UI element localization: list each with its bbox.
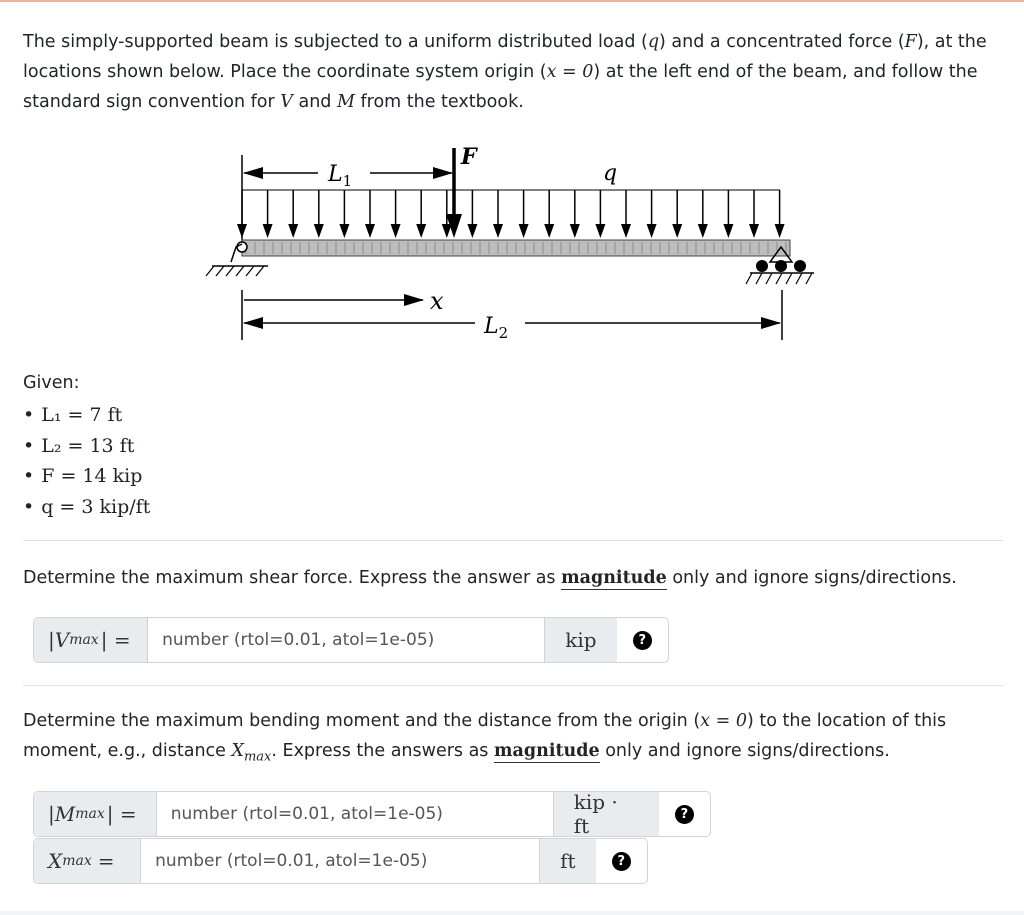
vmax-answer-group xyxy=(33,617,669,663)
load-arrowhead xyxy=(595,224,605,238)
question-2-text xyxy=(23,706,1003,773)
problem-text-4: ) at the left end of the beam, and follow the standard sign convention for xyxy=(23,62,978,112)
load-arrowhead xyxy=(672,224,682,238)
q2-symbol-xmax: $X_{max}$ xyxy=(231,741,272,765)
mmax-help-button[interactable] xyxy=(659,792,710,836)
load-arrowhead xyxy=(339,224,349,238)
help-icon: ? xyxy=(633,631,652,650)
q2-text-after: only and ignore signs/directions. xyxy=(599,741,890,761)
problem-text-3: ), at the locations shown below. Place the coordinate system origin ( xyxy=(23,32,987,82)
q1-text-before: Determine the maximum shear force. Express the answer as xyxy=(23,568,562,588)
mmax-answer-group xyxy=(33,791,711,837)
beam-texture xyxy=(246,242,786,254)
q1-text-after: only and ignore signs/directions. xyxy=(666,568,957,588)
mmax-input[interactable] xyxy=(157,792,553,836)
help-icon: ? xyxy=(612,852,631,871)
given-title: Given: xyxy=(23,373,80,393)
label-x: x xyxy=(430,287,444,315)
load-arrowhead xyxy=(288,224,298,238)
load-arrowhead xyxy=(749,224,759,238)
load-arrowhead xyxy=(365,224,375,238)
mmax-unit: kip · ft xyxy=(553,792,659,836)
label-F: F xyxy=(461,144,477,170)
vmax-label: |V max | = xyxy=(34,618,148,662)
given-F: • F = 14 kip xyxy=(23,461,150,492)
load-arrowhead xyxy=(263,224,273,238)
top-accent-line xyxy=(0,0,1024,2)
help-icon: ? xyxy=(675,805,694,824)
symbol-F: F xyxy=(904,32,917,52)
load-arrowhead xyxy=(621,224,631,238)
xmax-answer-group xyxy=(33,838,648,884)
q2-text-mid: ) to the location of this moment, e.g., distance xyxy=(23,711,947,761)
question-1-text xyxy=(23,563,1003,593)
given-list xyxy=(23,400,150,522)
xmax-input[interactable] xyxy=(141,839,539,883)
load-arrowhead xyxy=(493,224,503,238)
problem-text-2: ) and a concentrated force ( xyxy=(659,32,905,52)
load-arrowhead xyxy=(467,224,477,238)
load-arrowhead xyxy=(698,224,708,238)
mmax-label: |M max | = xyxy=(34,792,157,836)
q2-symbol-x0: x = 0 xyxy=(700,711,747,731)
xmax-unit: ft xyxy=(539,839,595,883)
given-L1: • L₁ = 7 ft xyxy=(23,400,150,431)
q2-magnitude-emphasis: magnitude xyxy=(494,741,600,761)
given-q: • q = 3 kip/ft xyxy=(23,492,150,523)
symbol-q: q xyxy=(647,32,660,52)
label-L1: $L_1$ xyxy=(328,162,353,190)
problem-text-6: from the textbook. xyxy=(354,92,524,112)
label-q: q xyxy=(603,161,618,186)
label-L2: $L_2$ xyxy=(484,314,509,342)
problem-text-1: The simply-supported beam is subjected to a uniform distributed load ( xyxy=(23,32,648,52)
symbol-M: M xyxy=(336,92,355,112)
q2-text-mid2: . Express the answers as xyxy=(271,741,494,761)
load-arrowhead xyxy=(314,224,324,238)
load-arrowhead xyxy=(647,224,657,238)
beam-diagram xyxy=(200,140,840,350)
load-arrowhead xyxy=(442,224,452,238)
load-arrowhead xyxy=(416,224,426,238)
vmax-unit: kip xyxy=(544,618,616,662)
xmax-label: X max = xyxy=(34,839,141,883)
xmax-help-button[interactable] xyxy=(596,839,647,883)
problem-text-5: and xyxy=(292,92,337,112)
divider-1 xyxy=(23,540,1003,541)
load-arrowhead xyxy=(723,224,733,238)
vmax-help-button[interactable] xyxy=(617,618,668,662)
distributed-load xyxy=(237,190,785,238)
dimension-L2 xyxy=(244,290,782,342)
load-arrowhead xyxy=(519,224,529,238)
symbol-x0: x = 0 xyxy=(546,62,594,82)
load-arrowhead xyxy=(570,224,580,238)
load-arrowhead xyxy=(544,224,554,238)
q2-text-before: Determine the maximum bending moment and the distance from the origin ( xyxy=(23,711,701,731)
given-L2: • L₂ = 13 ft xyxy=(23,431,150,462)
q1-magnitude-emphasis: magnitude xyxy=(561,568,667,588)
load-arrowhead xyxy=(237,224,247,238)
vmax-input[interactable] xyxy=(148,618,544,662)
problem-statement xyxy=(23,27,1003,117)
load-arrowhead xyxy=(391,224,401,238)
symbol-V: V xyxy=(280,92,293,112)
divider-2 xyxy=(23,685,1003,686)
load-arrowhead xyxy=(775,224,785,238)
bottom-divider xyxy=(0,911,1024,915)
